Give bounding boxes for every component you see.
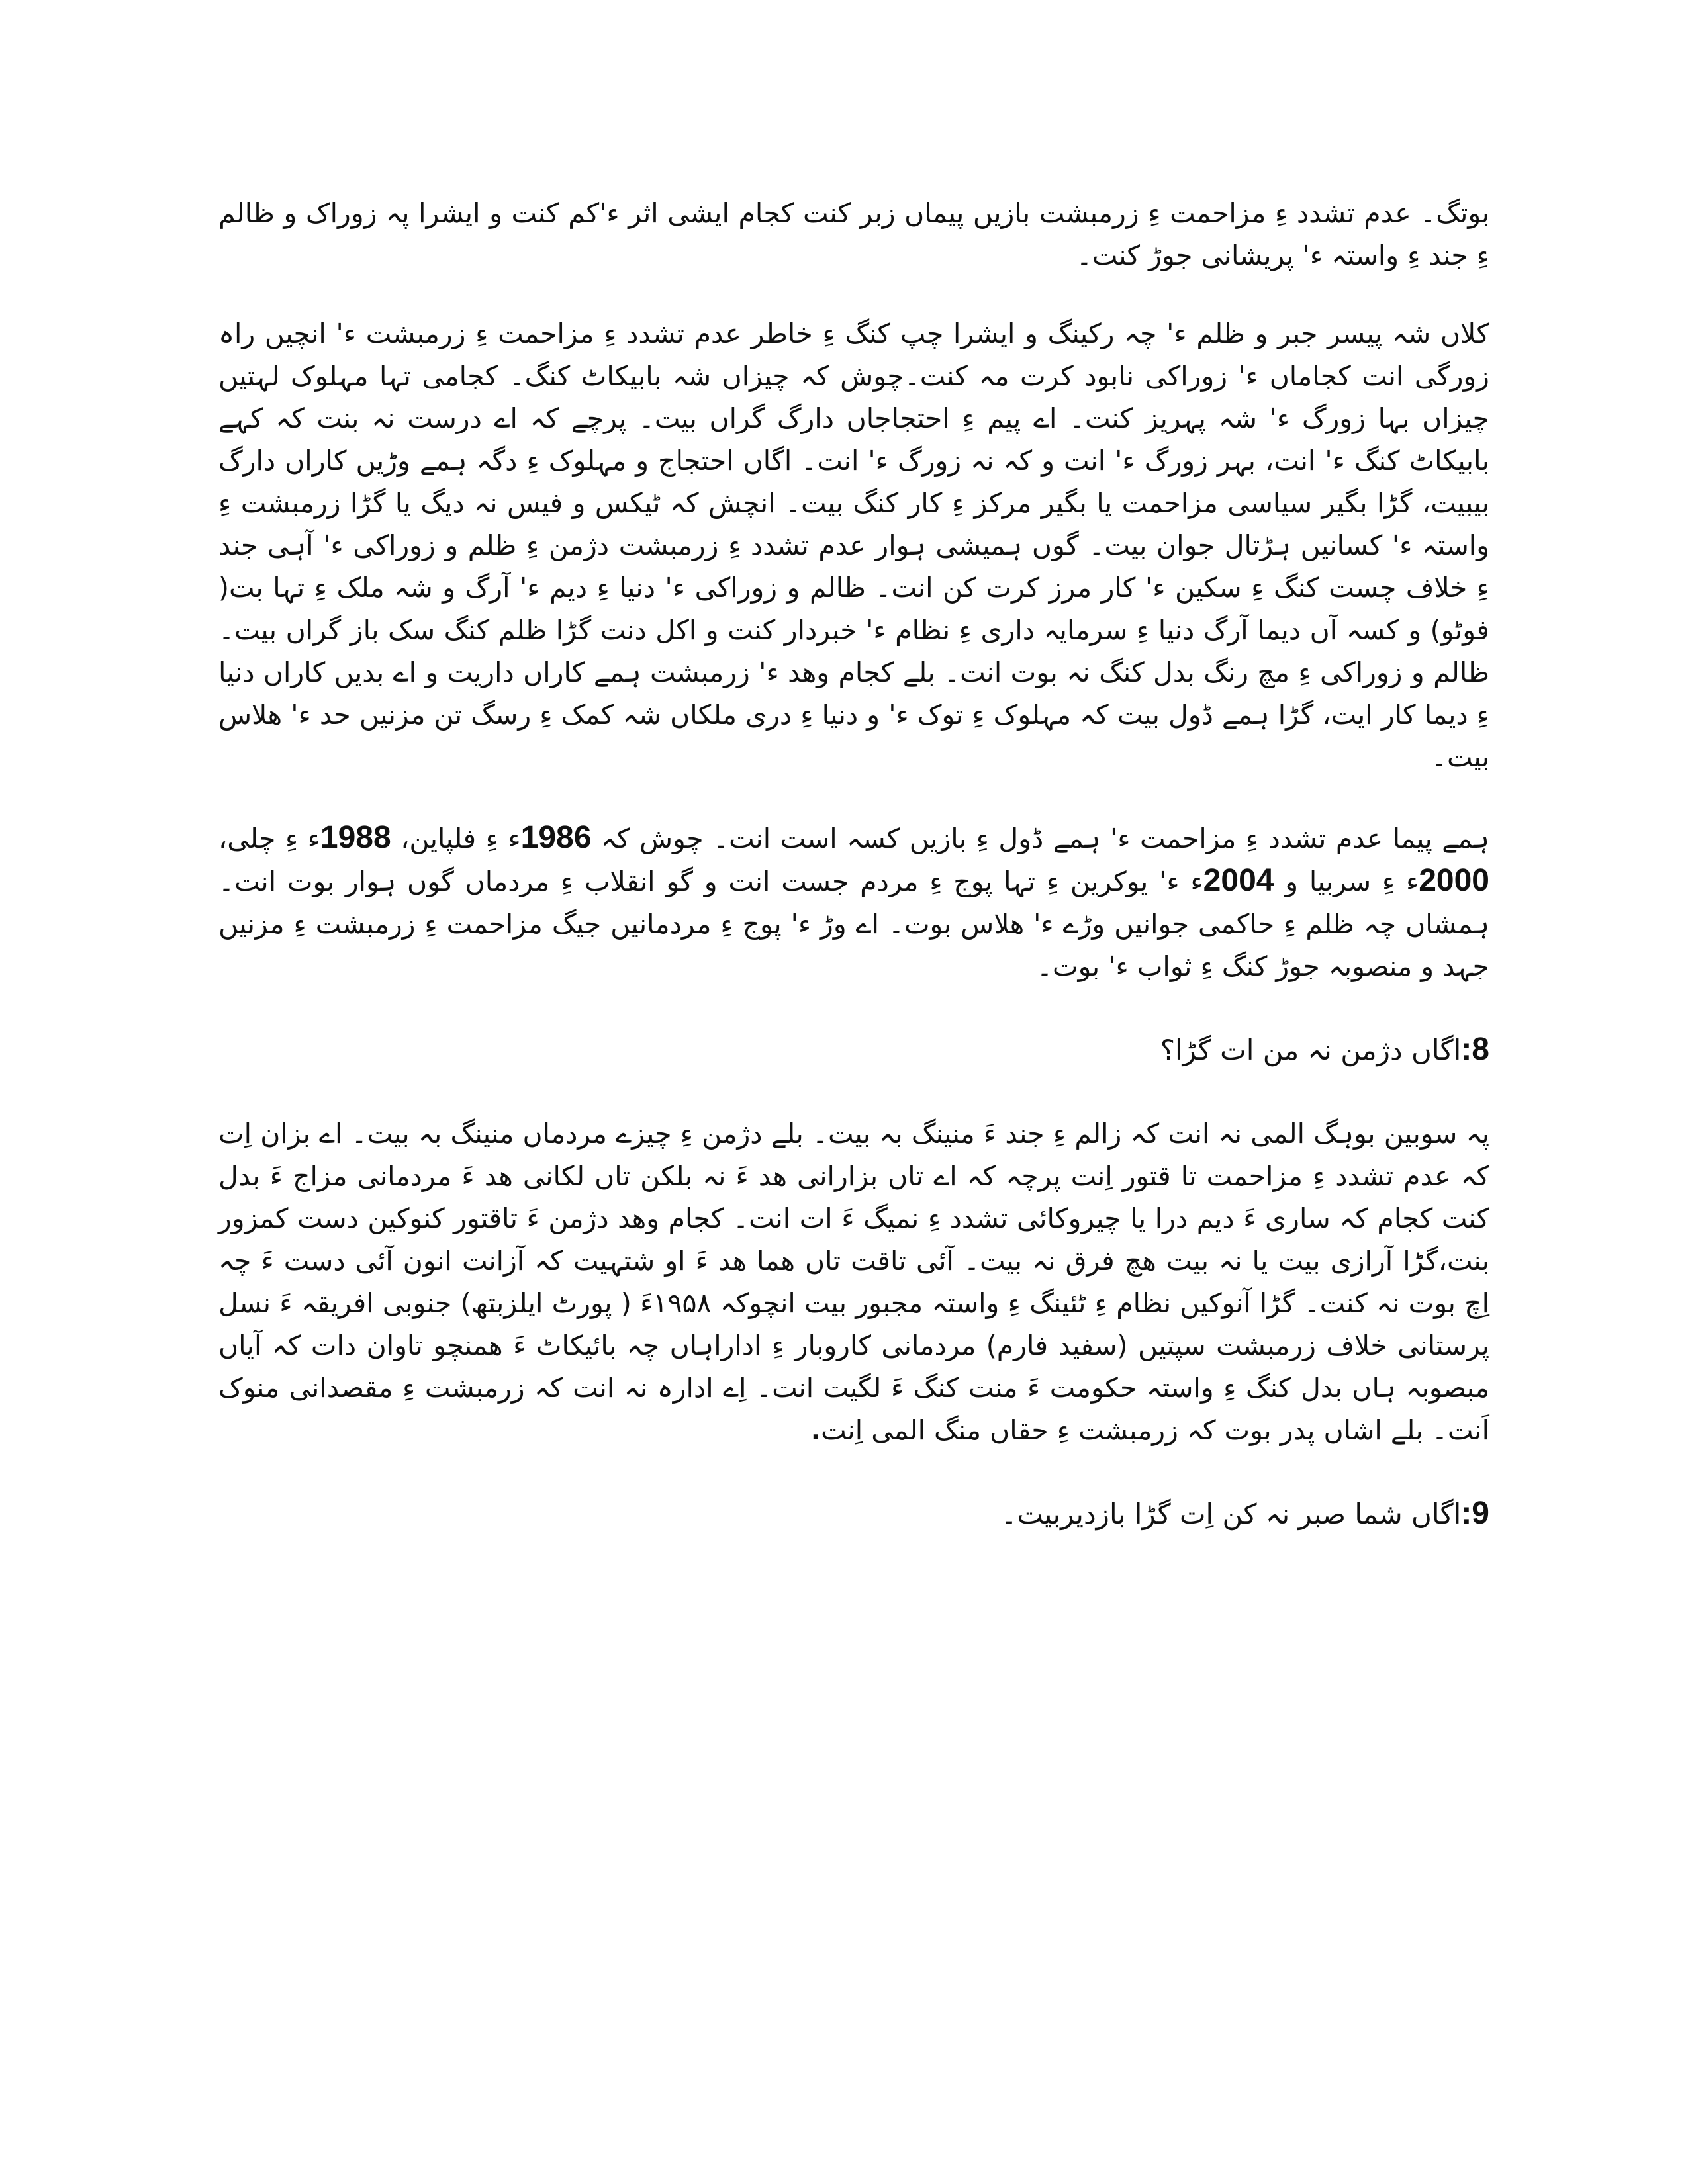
year-2004: 2004 (1203, 863, 1274, 898)
year-1986: 1986 (520, 820, 592, 855)
paragraph-1: بوتگ۔ عدم تشدد ءِ مزاحمت ءِ زرمبشت بازیں پیماں زبر کنت کجام ایشی اثر ء'کم کنت و ایشرا پہ زوراک و ظالم ءِ جند ءِ واستہ ء' پریشانی جوڑ کنت۔ (218, 197, 1489, 271)
paragraph-3-text-e: ء ء' یوکرین ءِ تہا پوج ءِ مردم جست انت و گو انقلاب ءِ مردماں گوں ہوار بوت انت۔ ہمشاں چہ ظلم ءِ حاکمی جوانیں وڑے ء' ھلاس بوت۔ اے وڑ ء' پوج ءِ مردمانیں جیگ مزاحمت ءِ زرمبشت ءِ مزنیں جہد و منصوبہ جوڑ کنگ ءِ ثواب ء' بوت۔ (218, 866, 1489, 982)
paragraph-4-period: . (810, 1414, 821, 1446)
paragraph-3-text-d: ء ءِ سربیا و (1274, 866, 1419, 897)
paragraph-3-text-a: ہمے پیما عدم تشدد ءِ مزاحمت ء' ہمے ڈول ءِ بازیں کسہ است انت۔ چوش کہ (591, 823, 1490, 854)
paragraph-3-text-b: ء ءِ فلپاین، (391, 823, 521, 854)
section-title-9: اگاں شما صبر نہ کن اِت گڑا بازدیربیت۔ (1000, 1498, 1462, 1530)
paragraph-4 (218, 1113, 1489, 1451)
paragraph-3 (218, 817, 1489, 987)
section-heading-9 (218, 1492, 1489, 1535)
section-number-9: 9: (1461, 1496, 1489, 1531)
section-number-8: 8: (1461, 1032, 1489, 1067)
document-page (218, 192, 1489, 1576)
year-1988: 1988 (320, 820, 391, 855)
paragraph-3-text-c: ء ءِ چلی، (218, 823, 320, 854)
section-title-8: اگاں دژمن نہ من ات گڑا؟ (1160, 1034, 1462, 1066)
year-2000: 2000 (1419, 863, 1489, 898)
paragraph-2: کلاں شہ پیسر جبر و ظلم ء' چہ رکینگ و ایشرا چپ کنگ ءِ خاطر عدم تشدد ءِ مزاحمت ءِ زرمبشت ء' انچیں راہ زورگی انت کجاماں ء' زوراکی نابود کرت مہ کنت۔چوش کہ چیزاں شہ بابیکاٹ کنگ۔ کجامی تہا مہلوک لہتیں چیزاں بہا زورگ ء' شہ پہریز کنت۔ اے پیم ءِ احتجاجاں دارگ گراں بیت۔ پرچے کہ اے درست نہ بنت کہ کہے بابیکاٹ کنگ ء' انت، بہر زورگ ء' انت و کہ نہ زورگ ء' انت۔ اگاں احتجاج و مہلوک ءِ دگہ ہمے وڑیں کاراں دارگ بیبیت، گڑا بگیر سیاسی مزاحمت یا بگیر مرکز ءِ کار کنگ بیت۔ انچش کہ ٹیکس و فیس نہ دیگ یا گڑا زرمبشت ءِ واستہ ء' کسانیں ہڑتال جوان بیت۔ گوں ہمیشی ہوار عدم تشدد ءِ زرمبشت دژمن ءِ ظلم و زوراکی ء' آہی جند ءِ خلاف چست کنگ ءِ سکین ء' کار مرز کرت کن انت۔ ظالم و زوراکی ء' دنیا ءِ دیم ء' آرگ و شہ ملک ءِ تہا بت( فوٹو) و کسہ آں دیما آرگ دنیا ءِ سرمایہ داری ءِ نظام ء' خبردار کنت و اکل دنت گڑا ظلم کنگ سک باز گراں بیت۔ ظالم و زوراکی ءِ مچ رنگ بدل کنگ نہ بوت انت۔ بلے کجام وھد ء' زرمبشت ہمے کاراں داریت و اے بدیں کاراں دنیا ءِ دیما کار ایت، گڑا ہمے ڈول بیت کہ مہلوک ءِ توک ء' و دنیا ءِ دری ملکاں شہ کمک ءِ رسگ تن مزنیں حد ء' ھلاس بیت۔ (218, 318, 1489, 773)
section-heading-8 (218, 1028, 1489, 1071)
paragraph-4-text: پہ سوبین بوہگ المی نہ انت کہ زالم ءِ جند ءَ منینگ بہ بیت۔ بلے دژمن ءِ چیزے مردماں منینگ بہ بیت۔ اے بزان اِت کہ عدم تشدد ءِ مزاحمت تا قتور اِنت پرچہ کہ اے تاں بزارانی ھد ءَ نہ بلکن تاں لکانی ھد ءَ مردمانی مزاج ءَ بدل کنت کجام کہ ساری ءَ دیم درا یا چیروکائی تشدد ءِ نمیگ ءَ ات انت۔ کجام وھد دژمن ءَ تاقتور کنوکین دست کمزور بنت،گڑا آرازی بیت یا نہ بیت ھچ فرق نہ بیت۔ آئی تاقت تاں ھما ھد ءَ او شتہیت کہ آزانت انون آئی دست ءَ چہ اِچ بوت نہ کنت۔ گڑا آنوکیں نظام ءِ ٹئینگ ءِ واستہ مجبور بیت انچوکہ ۱۹۵۸ءَ ( پورٹ ایلزبتھ) جنوبی افریقہ ءَ نسل پرستانی خلاف زرمبشت سپتیں (سفید فارم) مردمانی کاروبار ءِ اداراہاں چہ بائیکاٹ ءَ ھمنچو تاوان دات کہ آیاں مبصوبہ ہاں بدل کنگ ءِ واستہ حکومت ءَ منت کنگ ءَ لگیت انت۔ اِے ادارہ نہ انت کہ زرمبشت ءِ مقصدانی منوک اَنت۔ بلے اشاں پدر بوت کہ زرمبشت ءِ حقاں منگ المی اِنت (218, 1118, 1490, 1446)
